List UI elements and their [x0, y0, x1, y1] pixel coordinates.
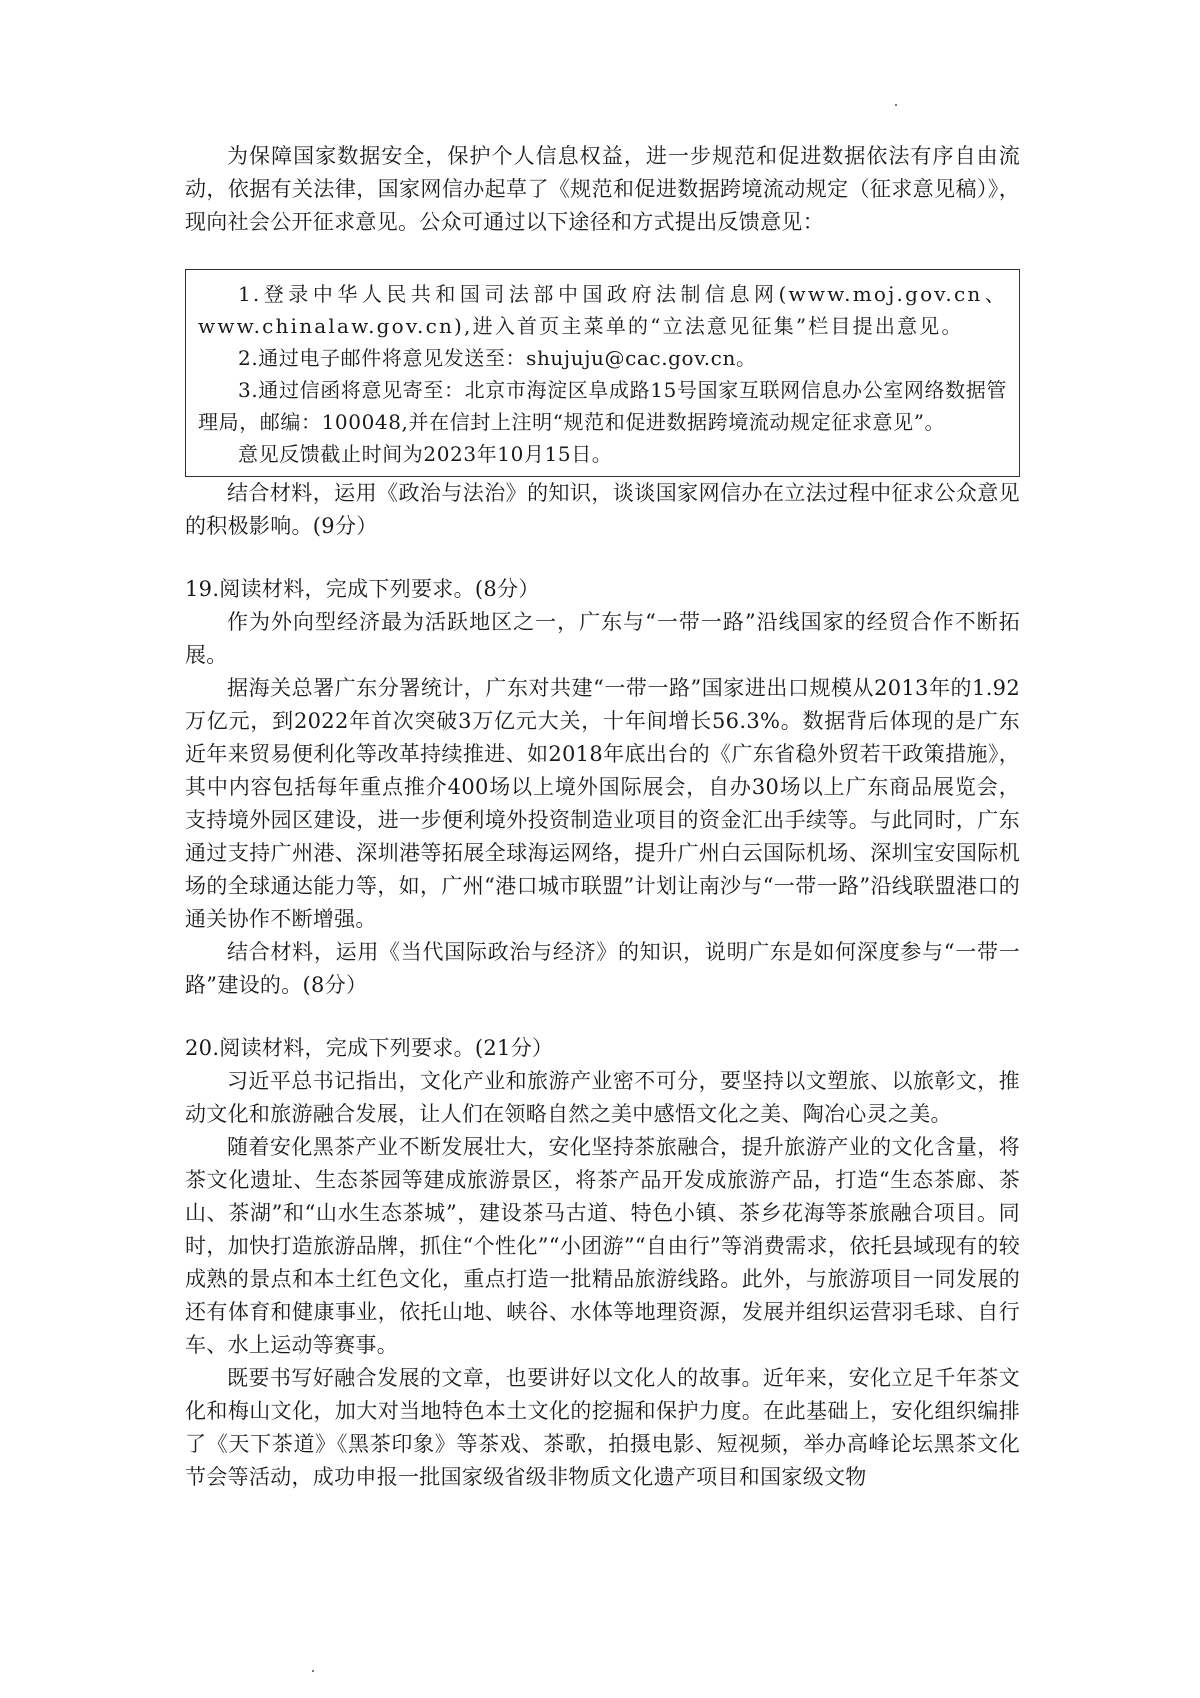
q20-title: 20.阅读材料，完成下列要求。(21分） [185, 1036, 554, 1060]
scan-speck [312, 1670, 314, 1672]
q19-paragraph: 作为外向型经济最为活跃地区之一，广东与“一带一路”沿线国家的经贸合作不断拓展。 [185, 610, 1020, 667]
feedback-channels-box [185, 269, 1020, 477]
box-item-portal: 1.登录中华人民共和国司法部中国政府法制信息网(www.moj.gov.cn、www.chinalaw.gov.cn),进入首页主菜单的“立法意见征集”栏目提出意见。 [198, 282, 1007, 338]
q20-paragraph: 习近平总书记指出，文化产业和旅游产业密不可分，要坚持以文塑旅、以旅彰文，推动文化和旅游融合发展，让人们在领略自然之美中感悟文化之美、陶冶心灵之美。 [185, 1069, 1020, 1126]
q19-prompt: 结合材料，运用《当代国际政治与经济》的知识，说明广东是如何深度参与“一带一路”建设的。(8分） [185, 940, 1020, 997]
q20-paragraph: 随着安化黑茶产业不断发展壮大，安化坚持茶旅融合，提升旅游产业的文化含量，将茶文化遗址、生态茶园等建成旅游景区，将茶产品开发成旅游产品，打造“生态茶廊、茶山、茶湖”和“山水生态茶城”，建设茶马古道、特色小镇、茶乡花海等茶旅融合项目。同时，加快打造旅游品牌，抓住“个性化”“小团游”“自由行”等消费需求，依托县域现有的较成熟的景点和本土红色文化，重点打造一批精品旅游线路。此外，与旅游项目一同发展的还有体育和健康事业，依托山地、峡谷、水体等地理资源，发展并组织运营羽毛球、自行车、水上运动等赛事。 [185, 1135, 1020, 1357]
box-item-email: 2.通过电子邮件将意见发送至：shujuju@cac.gov.cn。 [238, 346, 757, 370]
scan-speck [895, 104, 897, 106]
q19-paragraph: 据海关总署广东分署统计，广东对共建“一带一路”国家进出口规模从2013年的1.92万亿元，到2022年首次突破3万亿元大关，十年间增长56.3%。数据背后体现的是广东近年来贸易便利化等改革持续推进、如2018年底出台的《广东省稳外贸若干政策措施》，其中内容包括每年重点推介400场以上境外国际展会，自办30场以上广东商品展览会，支持境外园区建设，进一步便利境外投资制造业项目的资金汇出手续等。与此同时，广东通过支持广州港、深圳港等拓展全球海运网络，提升广州白云国际机场、深圳宝安国际机场的全球通达能力等，如，广州“港口城市联盟”计划让南沙与“一带一路”沿线联盟港口的通关协作不断增强。 [185, 676, 1020, 931]
box-item-deadline: 意见反馈截止时间为2023年10月15日。 [238, 442, 613, 466]
q20-paragraph: 既要书写好融合发展的文章，也要讲好以文化人的故事。近年来，安化立足千年茶文化和梅山文化，加大对当地特色本土文化的挖掘和保护力度。在此基础上，安化组织编排了《天下茶道》《黑茶印象》等茶戏、茶歌，拍摄电影、短视频，举办高峰论坛黑茶文化节会等活动，成功申报一批国家级省级非物质文化遗产项目和国家级文物 [185, 1366, 1020, 1489]
q18-prompt: 结合材料，运用《政治与法治》的知识，谈谈国家网信办在立法过程中征求公众意见的积极影响。(9分） [185, 481, 1020, 538]
q19-title: 19.阅读材料，完成下列要求。(8分） [185, 577, 540, 601]
q18-intro-paragraph: 为保障国家数据安全，保护个人信息权益，进一步规范和促进数据依法有序自由流动，依据有关法律，国家网信办起草了《规范和促进数据跨境流动规定（征求意见稿）》，现向社会公开征求意见。公众可通过以下途径和方式提出反馈意见： [185, 144, 1020, 234]
exam-page [185, 140, 1020, 1494]
box-item-mail: 3.通过信函将意见寄至：北京市海淀区阜成路15号国家互联网信息办公室网络数据管理局，邮编：100048,并在信封上注明“规范和促进数据跨境流动规定征求意见”。 [198, 378, 1007, 434]
